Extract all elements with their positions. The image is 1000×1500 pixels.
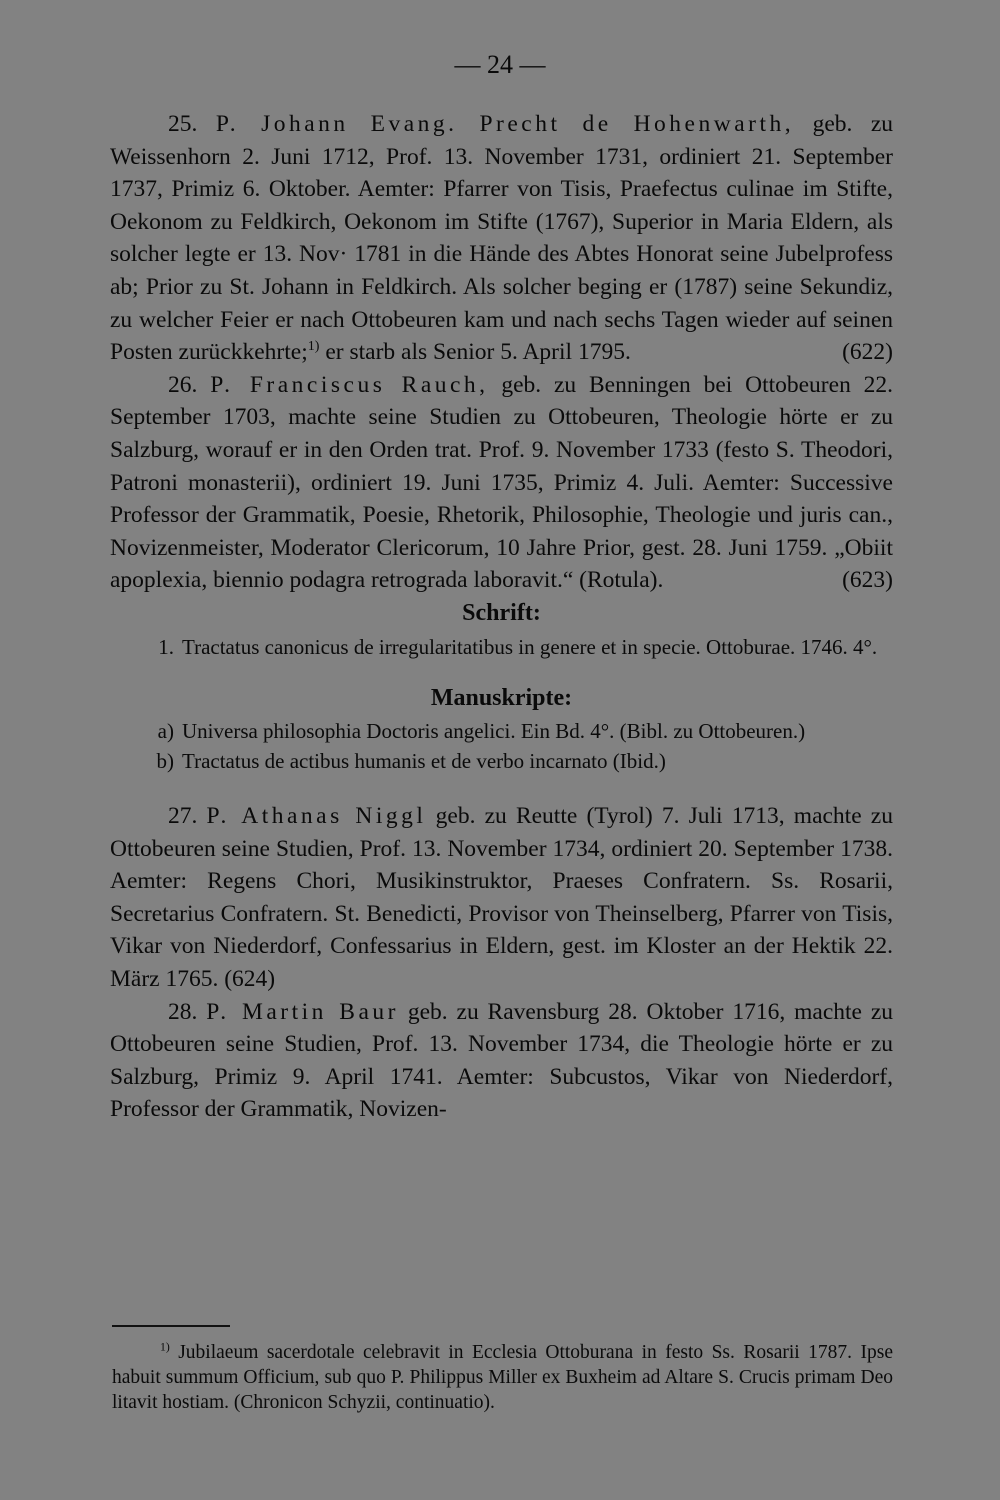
- entry-reference-number: (624): [224, 966, 276, 993]
- manuskripte-heading: Manuskripte:: [430, 684, 573, 711]
- entry-person-name: P. Franciscus Rauch,: [210, 371, 489, 398]
- list-item-label: 1.: [158, 634, 174, 659]
- schrift-list: [110, 632, 893, 662]
- manuskripte-list: [110, 716, 893, 776]
- entry-number: 25.: [168, 111, 198, 137]
- list-item: [110, 716, 893, 746]
- entry-number: 27.: [168, 803, 198, 830]
- entry-person-name: P. Athanas Niggl: [206, 803, 427, 830]
- list-item: [110, 746, 893, 776]
- footnote-marker: 1): [307, 338, 320, 355]
- footnote: [112, 1340, 893, 1415]
- schrift-heading: Schrift:: [462, 599, 541, 626]
- entry-text: geb. zu Weissenhorn 2. Juni 1712, Prof. 13. November 1731, ordiniert 21. September 1737, Primiz 6. Oktober. Aemter: Pfarrer von Tisis, Praefectus culinae im Stifte, Oekonom zu Feldkirch, Oekonom im Stifte (1767), Superior in Maria Eldern, als solcher legte er 13. Nov· 1781 in die Hände des Abtes Honorat seine Jubelprofess ab; Prior zu St. Johann in Feldkirch. Als solcher beging er (1787) seine Sekundiz, zu welcher Feier er nach Ottobeuren kam und nach sechs Tagen wieder auf seinen Posten zurückkehrte;: [110, 111, 893, 366]
- entry-text-continued: er starb als Senior 5. April 1795.: [319, 339, 631, 366]
- entry-27: [110, 800, 893, 996]
- list-item-label: a): [157, 719, 174, 744]
- entry-number: 28.: [168, 998, 198, 1025]
- entry-28: [110, 996, 893, 1126]
- footnote-text: Jubilaeum sacerdotale celebravit in Ecclesia Ottoburana in festo Ss. Rosarii 1787. Ipse habuit summum Officium, sub quo P. Philippus Miller ex Buxheim ad Altare S. Crucis primam Deo litavit hostiam. (Chronicon Schyzii, continuatio).: [112, 1342, 893, 1413]
- entry-25: [110, 108, 893, 369]
- footnote-divider: [112, 1325, 230, 1327]
- list-item-text: Tractatus de actibus humanis et de verbo incarnato (Ibid.): [182, 749, 666, 774]
- footnote-marker: 1): [160, 1340, 170, 1354]
- entry-text: geb. zu Benningen bei Ottobeuren 22. September 1703, machte seine Studien zu Ottobeuren, Theologie hörte er zu Salzburg, worauf er in den Orden trat. Prof. 9. November 1733 (festo S. Theodori, Patroni monasterii), ordiniert 19. Juni 1735, Primiz 4. Juli. Aemter: Successive Professor der Grammatik, Poesie, Rhetorik, Philosophie, Theologie und juris can., Novizenmeister, Moderator Clericorum, 10 Jahre Prior, gest. 28. Juni 1759. „Obiit apoplexia, biennio podagra retrograda laboravit.“ (Rotula).: [110, 371, 893, 594]
- list-item-text: Tractatus canonicus de irregularitatibus in genere et in specie. Ottoburae. 1746. 4°.: [182, 634, 878, 659]
- list-item: [110, 632, 893, 662]
- list-item-text: Universa philosophia Doctoris angelici. Ein Bd. 4°. (Bibl. zu Ottobeuren.): [182, 719, 806, 744]
- entry-person-name: P. Martin Baur: [206, 998, 399, 1025]
- entry-26: [110, 369, 893, 597]
- page-number-header: — 24 —: [454, 50, 546, 79]
- list-item-label: b): [156, 749, 174, 774]
- entry-reference-number: (623): [842, 567, 893, 594]
- entry-number: 26.: [168, 371, 198, 398]
- entry-person-name: P. Johann Evang. Precht de Hohenwarth,: [215, 111, 795, 137]
- entry-text: geb. zu Ravensburg 28. Oktober 1716, machte zu Ottobeuren seine Studien, Prof. 13. November 1734, die Theologie hörte er zu Salzburg, Primiz 9. April 1741. Aemter: Subcustos, Vikar von Niederdorf, Professor der Grammatik, Novizen-: [110, 998, 894, 1123]
- entry-text: geb. zu Reutte (Tyrol) 7. Juli 1713, machte zu Ottobeuren seine Studien, Prof. 13. November 1734, ordiniert 20. September 1738. Aemter: Regens Chori, Musikinstruktor, Praeses Confratern. Ss. Rosarii, Secretarius Confratern. St. Benedicti, Provisor von Theinselberg, Pfarrer von Tisis, Vikar von Niederdorf, Confessarius in Eldern, gest. im Kloster an der Hektik 22. März 1765.: [110, 803, 893, 993]
- entry-reference-number: (622): [842, 339, 893, 366]
- page-body: [110, 108, 893, 1126]
